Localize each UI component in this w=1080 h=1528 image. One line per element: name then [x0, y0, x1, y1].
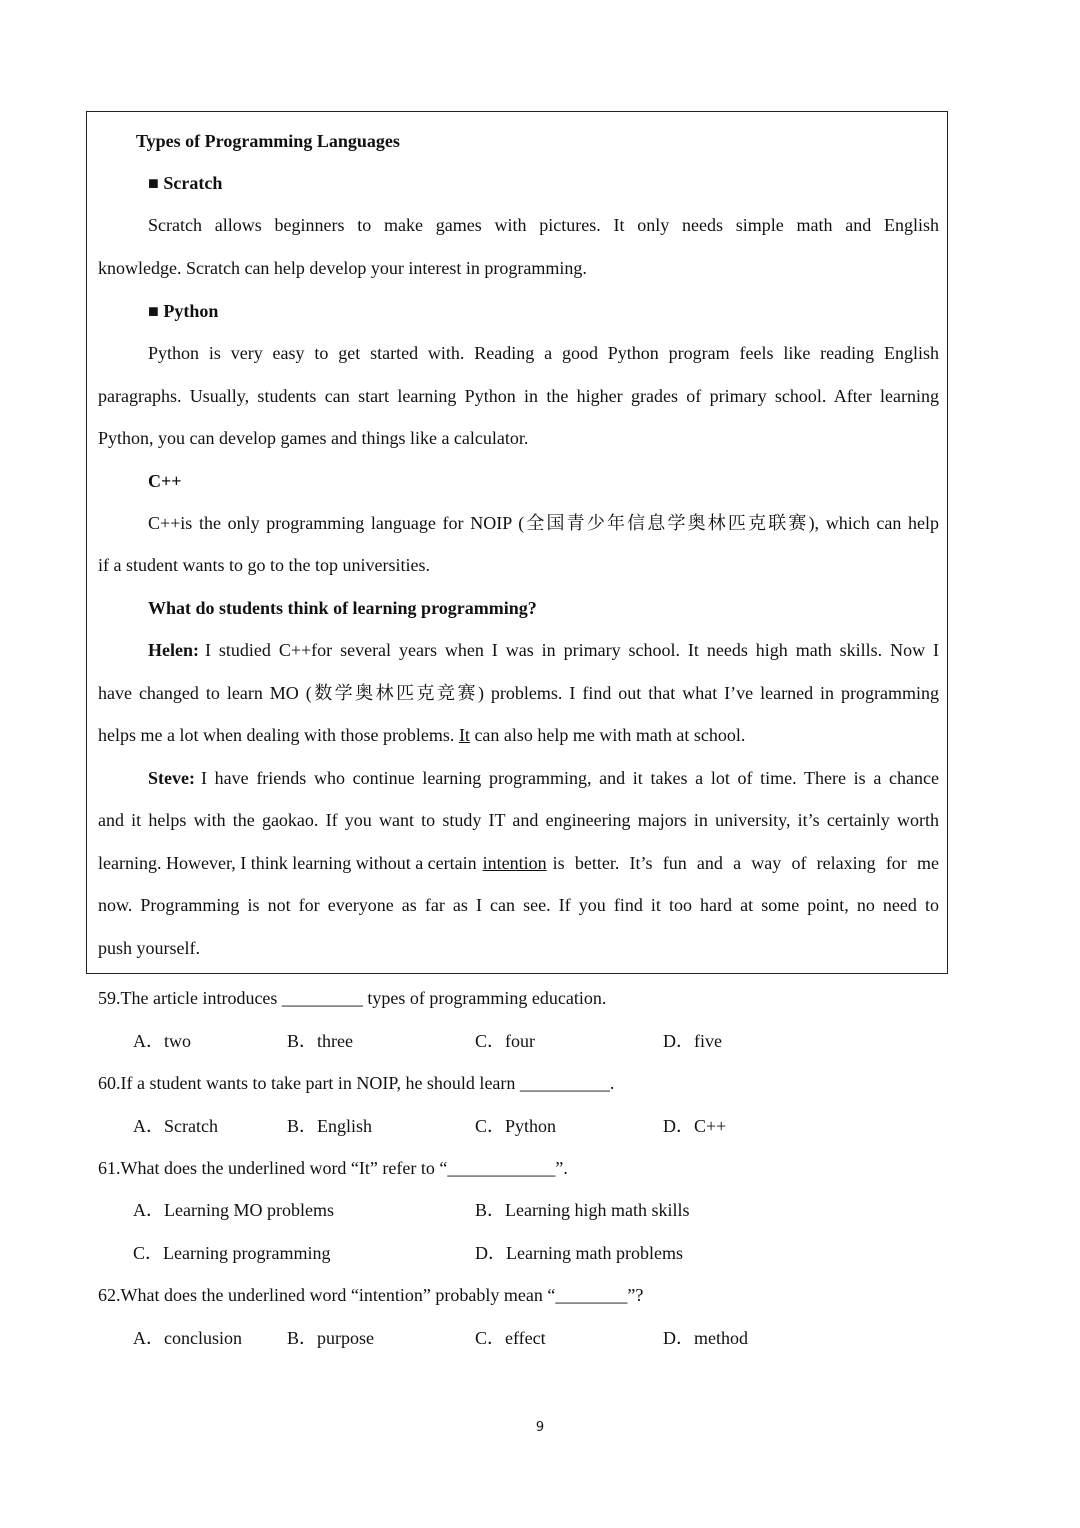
question-62-option-b: B．purpose	[287, 1328, 374, 1348]
question-62-option-a: A．conclusion	[133, 1328, 242, 1348]
cpp-paragraph-line-1: C++is the only programming language for NOIP (全国青少年信息学奥林匹克联赛), which can help	[148, 513, 939, 533]
question-61-option-d: D．Learning math problems	[475, 1243, 683, 1263]
question-59-option-a: A．two	[133, 1031, 191, 1051]
steve-paragraph-line-3	[98, 851, 939, 875]
helen-name: Helen:	[148, 640, 199, 660]
page-number: 9	[535, 1420, 545, 1435]
question-61-option-a: A．Learning MO problems	[133, 1200, 334, 1220]
question-60-stem: 60.If a student wants to take part in NOIP, he should learn __________.	[98, 1073, 615, 1093]
reading-passage-box	[86, 111, 948, 974]
steve-line-3-pre: learning. However, I think learning without a certain	[98, 853, 477, 873]
steve-line-1-text: I have friends who continue learning programming, and it takes a lot of time. There is a chance	[200, 768, 939, 788]
python-heading: ■ Python	[148, 301, 219, 321]
question-62-option-c: C．effect	[475, 1328, 546, 1348]
question-59-stem: 59.The article introduces _________ types of programming education.	[98, 988, 607, 1008]
question-59-option-b: B．three	[287, 1031, 353, 1051]
helen-line-1-text: I studied C++for several years when I was in primary school. It needs high math skills. Now I	[205, 640, 939, 660]
opinions-heading: What do students think of learning programming?	[148, 598, 537, 618]
question-60-option-b: B．English	[287, 1116, 373, 1136]
helen-paragraph-line-2: have changed to learn MO (数学奥林匹克竞赛) problems. I find out that what I’ve learned in programming	[98, 683, 939, 703]
steve-paragraph-line-1	[148, 766, 939, 790]
question-60-option-c: C．Python	[475, 1116, 557, 1136]
cpp-heading: C++	[148, 471, 182, 491]
question-59-option-d: D．five	[663, 1031, 722, 1051]
steve-paragraph-line-5: push yourself.	[98, 938, 200, 958]
passage-title: Types of Programming Languages	[136, 131, 400, 151]
underlined-word-it: It	[458, 725, 470, 745]
scratch-heading: ■ Scratch	[148, 173, 223, 193]
question-61-option-b: B．Learning high math skills	[475, 1200, 690, 1220]
python-paragraph-line-3: Python, you can develop games and things like a calculator.	[98, 428, 529, 448]
underlined-word-intention: intention	[482, 853, 547, 873]
python-paragraph-line-2: paragraphs. Usually, students can start learning Python in the higher grades of primary school. After learning	[98, 386, 939, 406]
cpp-paragraph-line-2: if a student wants to go to the top universities.	[98, 555, 430, 575]
question-60-option-d: D．C++	[663, 1116, 727, 1136]
steve-name: Steve:	[148, 768, 195, 788]
helen-line-3-pre: helps me a lot when dealing with those problems.	[98, 725, 455, 745]
helen-paragraph-line-3	[98, 723, 745, 747]
steve-paragraph-line-4: now. Programming is not for everyone as far as I can see. If you find it too hard at some point, no need to	[98, 895, 939, 915]
scratch-paragraph-line-2: knowledge. Scratch can help develop your interest in programming.	[98, 258, 587, 278]
helen-line-3-post: can also help me with math at school.	[474, 725, 746, 745]
scratch-paragraph-line-1: Scratch allows beginners to make games with pictures. It only needs simple math and English	[148, 215, 939, 235]
question-62-stem: 62.What does the underlined word “intention” probably mean “________”?	[98, 1285, 644, 1305]
question-59-option-c: C．four	[475, 1031, 535, 1051]
helen-paragraph-line-1	[148, 638, 939, 662]
steve-paragraph-line-2: and it helps with the gaokao. If you want to study IT and engineering majors in university, it’s certainly worth	[98, 810, 939, 830]
question-60-option-a: A．Scratch	[133, 1116, 218, 1136]
question-61-option-c: C．Learning programming	[133, 1243, 331, 1263]
python-paragraph-line-1: Python is very easy to get started with. Reading a good Python program feels like reading English	[148, 343, 939, 363]
steve-line-3-post: is better. It’s fun and a way of relaxing for me	[552, 853, 939, 873]
question-61-stem: 61.What does the underlined word “It” refer to “____________”.	[98, 1158, 568, 1178]
question-62-option-d: D．method	[663, 1328, 748, 1348]
